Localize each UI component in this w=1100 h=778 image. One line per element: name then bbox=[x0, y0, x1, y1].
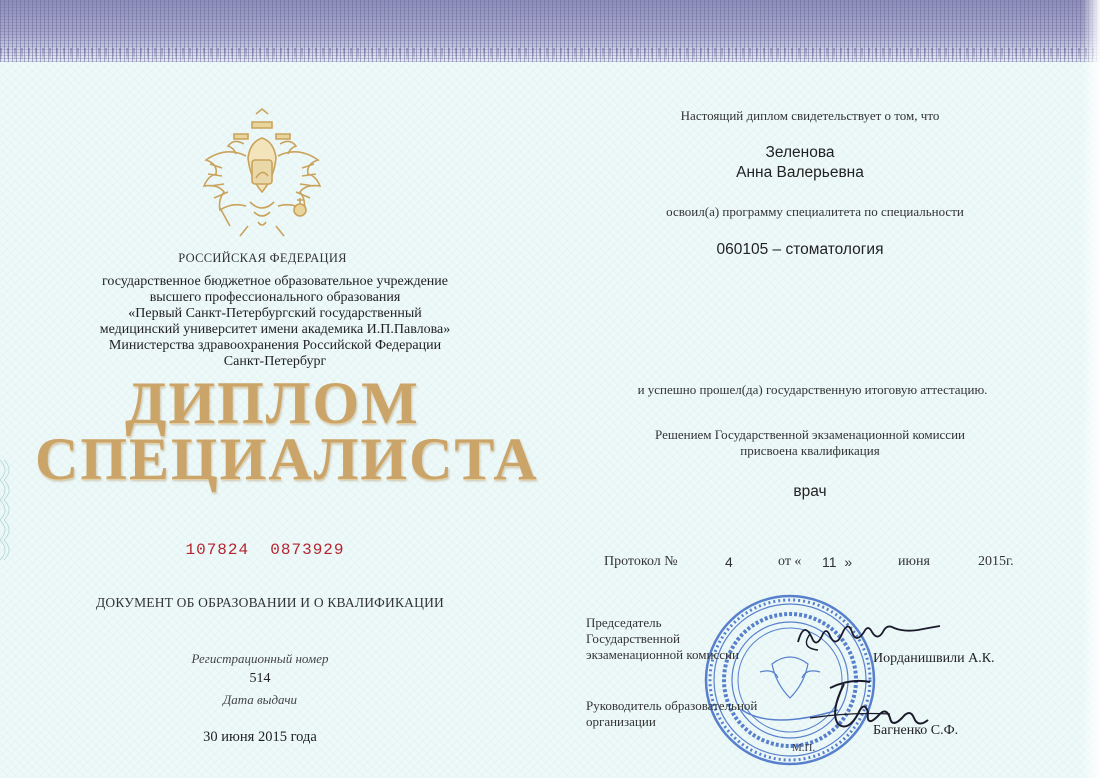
institution-city: Санкт-Петербург bbox=[223, 354, 327, 369]
coat-of-arms-icon bbox=[200, 108, 324, 240]
page-edge bbox=[1082, 0, 1100, 778]
attestation-statement: и успешно прошел(да) государственную итоговую аттестацию. bbox=[637, 382, 988, 397]
document-type: ДОКУМЕНТ ОБ ОБРАЗОВАНИИ И О КВАЛИФИКАЦИИ bbox=[96, 595, 444, 610]
commission-decision bbox=[600, 427, 1020, 459]
commission-chair-name: Иорданишвили А.К. bbox=[873, 651, 995, 666]
protocol-month: июня bbox=[898, 554, 930, 569]
seal-place-marker: М.П. bbox=[792, 742, 816, 754]
serial-number: 107824 0873929 bbox=[185, 541, 345, 559]
protocol-label: Протокол № bbox=[604, 554, 678, 569]
registration-label: Регистрационный номер bbox=[191, 651, 329, 666]
organization-head-title bbox=[586, 698, 796, 730]
registration-number: 514 bbox=[249, 671, 271, 686]
organization-head-name: Багненко С.Ф. bbox=[873, 723, 959, 738]
qualification: врач bbox=[793, 483, 827, 500]
program-statement: освоил(а) программу специалитета по специальности bbox=[666, 204, 964, 219]
head-title-line: организации bbox=[586, 714, 656, 729]
chair-title-line: Государственной bbox=[586, 631, 681, 646]
chair-title-line: Председатель bbox=[586, 615, 662, 630]
specialty: 060105 – стоматология bbox=[716, 241, 884, 258]
country-name: РОССИЙСКАЯ ФЕДЕРАЦИЯ bbox=[178, 251, 347, 265]
diploma-title-line2: СПЕЦИАЛИСТА bbox=[35, 426, 539, 492]
protocol-day bbox=[822, 554, 852, 570]
protocol-year: 2015г. bbox=[978, 554, 1014, 569]
institution-line: медицинский университет имени академика И.П.Павлова» bbox=[99, 322, 451, 337]
institution-line: высшего профессионального образования bbox=[149, 290, 401, 305]
graduate-given-names: Анна Валерьевна bbox=[736, 164, 864, 181]
chair-signature bbox=[790, 612, 970, 658]
issue-date: 30 июня 2015 года bbox=[203, 729, 317, 745]
protocol-day-value: 11 bbox=[822, 554, 837, 570]
head-title-line: Руководитель образовательной bbox=[586, 698, 758, 713]
commission-chair-title bbox=[586, 615, 746, 663]
institution-line: государственное бюджетное образовательное учреждение bbox=[102, 274, 448, 289]
chair-title-line: экзаменационной комиссии bbox=[586, 647, 739, 662]
security-band bbox=[0, 0, 1100, 62]
institution-line: Министерства здравоохранения Российской Федерации bbox=[108, 338, 442, 353]
head-signature bbox=[800, 668, 965, 736]
protocol-day-close: » bbox=[844, 554, 853, 570]
institution-line: «Первый Санкт-Петербургский государственный bbox=[128, 306, 422, 321]
graduate-surname: Зеленова bbox=[765, 144, 835, 161]
protocol-number: 4 bbox=[725, 554, 733, 570]
issue-date-label: Дата выдачи bbox=[222, 692, 298, 707]
guilloche-edge-pattern bbox=[0, 455, 20, 565]
protocol-from-label: от « bbox=[778, 554, 802, 569]
decision-line: Решением Государственной экзаменационной комиссии bbox=[655, 427, 965, 442]
diploma-title-line1: ДИПЛОМ bbox=[125, 370, 420, 436]
decision-line: присвоена квалификация bbox=[740, 443, 880, 458]
institution-block bbox=[40, 274, 510, 370]
certification-statement: Настоящий диплом свидетельствует о том, что bbox=[680, 108, 940, 123]
